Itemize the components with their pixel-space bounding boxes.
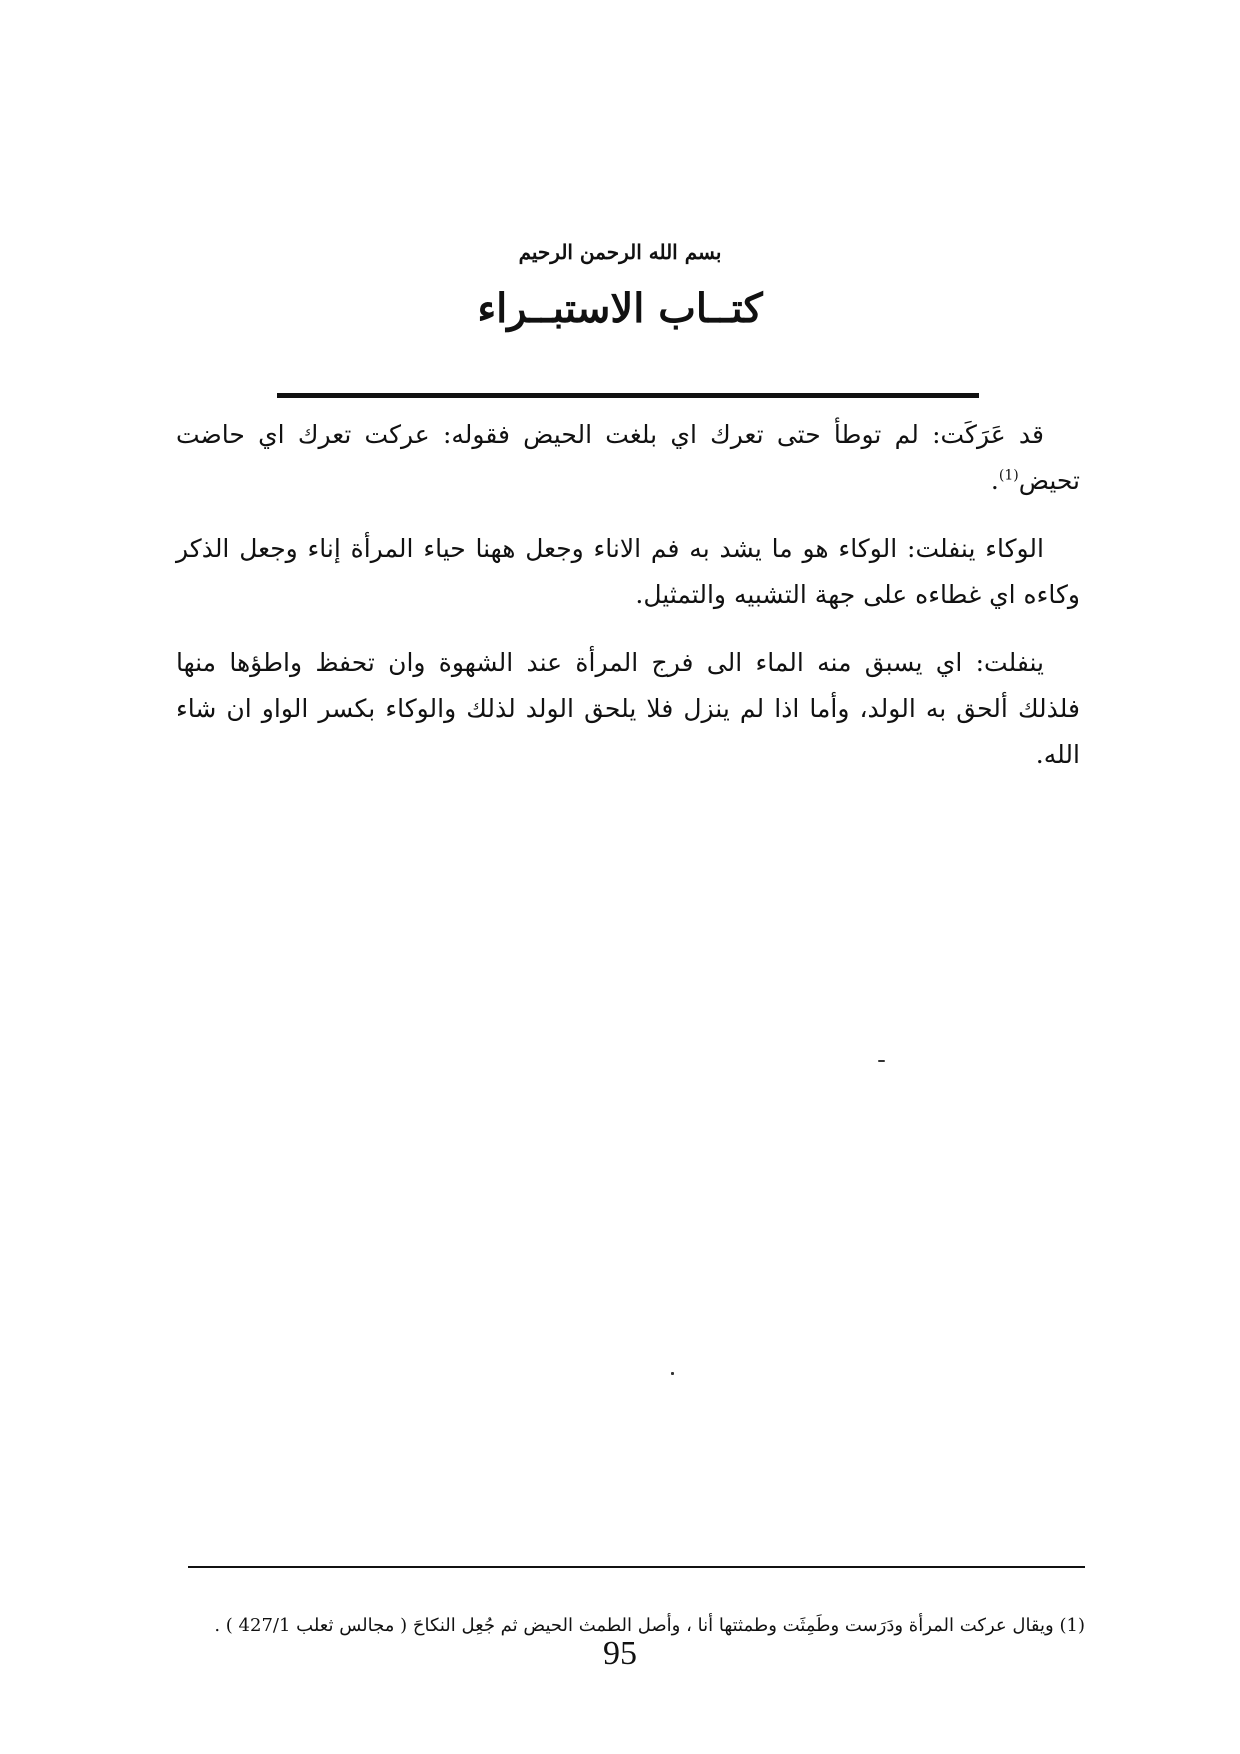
scan-speck bbox=[878, 1060, 885, 1062]
footnote-text: ويقال عركت المرأة ودَرَست وطَمِثَت وطمثتها أنا ، وأصل الطمث الحيض ثم جُعِل النكاحَ ( مجالس ثعلب 427/1 ) . bbox=[214, 1615, 1054, 1636]
gloss-text-3: اي يسبق منه الماء الى فرج المرأة عند الشهوة وان تحفظ واطؤها منها فلذلك ألحق به الولد، وأما اذا لم ينزل فلا يلحق الولد لذلك والوكاء بكسر الواو ان شاء الله. bbox=[176, 648, 1080, 769]
footnote-separator bbox=[188, 1566, 1085, 1568]
chapter-title: كتــاب الاستبــراء bbox=[477, 285, 763, 332]
scan-speck bbox=[671, 1372, 674, 1375]
sentence-end: . bbox=[990, 466, 999, 495]
main-text bbox=[176, 412, 1080, 800]
gloss-text-1: لم توطأ حتى تعرك اي بلغت الحيض فقوله: عركت تعرك اي حاضت تحيض bbox=[176, 420, 1080, 495]
footnote-reference[interactable]: (1) bbox=[998, 467, 1019, 484]
title-underline-rule bbox=[277, 393, 979, 398]
gloss-term-1: قد عَرَكَت: bbox=[932, 420, 1044, 449]
page-number: 95 bbox=[603, 1635, 637, 1672]
basmala-heading: بسم الله الرحمن الرحيم bbox=[518, 240, 722, 264]
gloss-text-2: الوكاء هو ما يشد به فم الاناء وجعل ههنا حياء المرأة إناء وجعل الذكر وكاءه اي غطاءه على جهة التشبيه والتمثيل. bbox=[176, 534, 1080, 609]
gloss-term-3: ينفلت: bbox=[975, 648, 1044, 677]
gloss-term-2: الوكاء ينفلت: bbox=[907, 534, 1044, 563]
footnote-marker: (1) bbox=[1059, 1615, 1085, 1636]
paragraph-2 bbox=[176, 526, 1080, 618]
paragraph-1 bbox=[176, 412, 1080, 504]
paragraph-3 bbox=[176, 640, 1080, 778]
